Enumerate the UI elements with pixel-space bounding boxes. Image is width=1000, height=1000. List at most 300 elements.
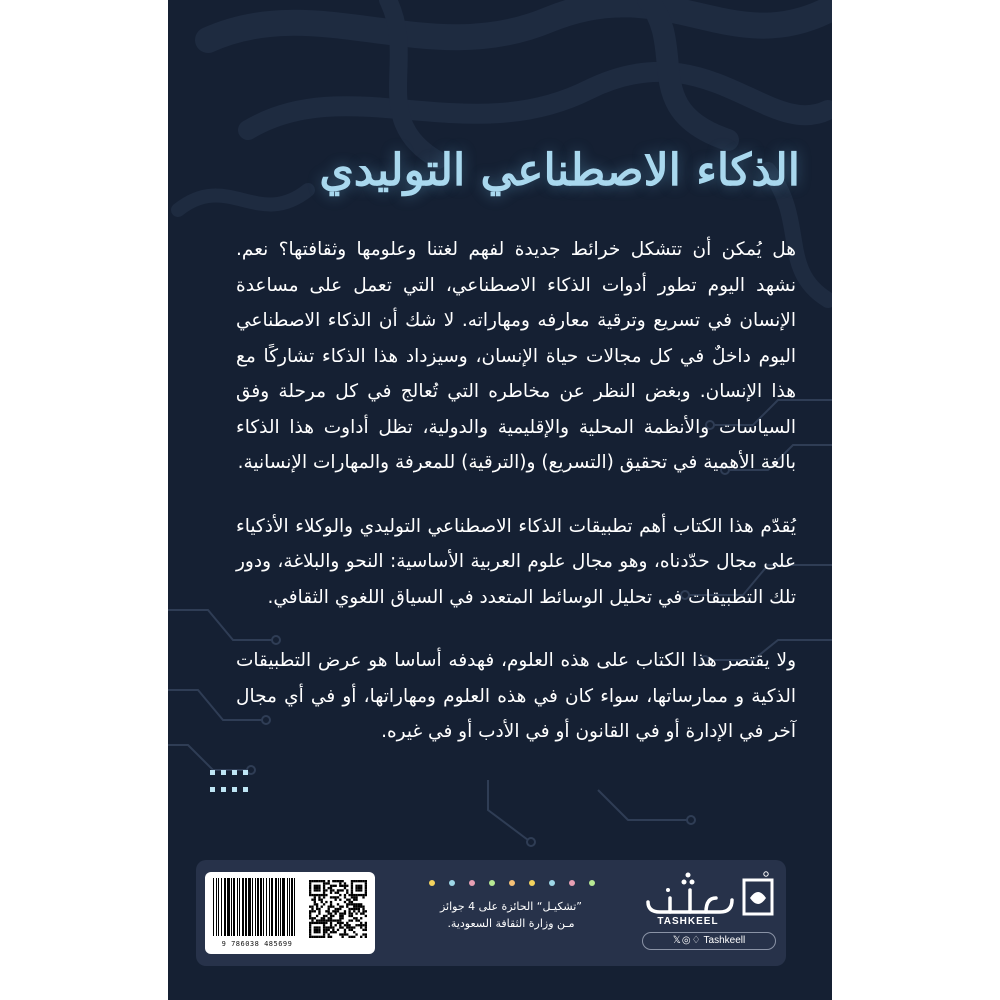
barcode-bar	[245, 878, 247, 936]
qr-module	[330, 922, 332, 924]
qr-module	[346, 899, 348, 901]
blurb-paragraph: هل يُمكن أن تتشكل خرائط جديدة لفهم لغتنا وعلومها وثقافتها؟ نعم. نشهد اليوم تطور أدوات الذكاء الاصطناعي، التي تعمل على مساعدة الإنسان في تسريع وترقية معارفه ومهاراته. لا شك أن الذكاء الاصطناعي اليوم داخلٌ في كل مجالات حياة الإنسان، وسيزداد هذا الذكاء تشاركًا مع هذا الإنسان. وبغض النظر عن مخاطره التي تُعالج في كل مرحلة وفق السياسات والأنظمة المحلية والإقليمية والدولية، تظل أداوت هذا الذكاء بالغة الأهمية في تحقيق (التسريع) و(الترقية) للمعرفة والمهارات الإنسانية.	[236, 239, 796, 473]
qr-module	[355, 917, 357, 919]
qr-module	[365, 926, 367, 928]
qr-module	[330, 887, 332, 889]
qr-module	[339, 880, 341, 882]
qr-module	[311, 908, 313, 910]
snapchat-icon[interactable]: ♢	[691, 935, 702, 946]
qr-module	[325, 910, 327, 912]
qr-module	[353, 896, 355, 898]
qr-module	[351, 915, 353, 917]
qr-module	[360, 885, 362, 887]
qr-module	[321, 919, 323, 921]
qr-module	[318, 899, 320, 901]
qr-module	[353, 936, 355, 938]
award-numeral-glyph	[569, 880, 575, 886]
qr-module	[351, 880, 353, 882]
qr-module	[365, 929, 367, 931]
logo-stroke	[706, 898, 716, 912]
qr-module	[323, 885, 325, 887]
qr-module	[309, 929, 311, 931]
qr-module	[360, 924, 362, 926]
qr-module	[337, 903, 339, 905]
qr-module	[351, 887, 353, 889]
qr-module	[323, 931, 325, 933]
qr-module	[348, 936, 350, 938]
award-numeral-glyph	[509, 880, 515, 886]
qr-module	[328, 919, 330, 921]
qr-module	[309, 892, 311, 894]
instagram-icon[interactable]: ◎	[681, 935, 692, 946]
social-icons	[673, 933, 702, 949]
qr-module	[309, 933, 311, 935]
award-line: مـن وزارة الثقافة السعودية.	[447, 917, 575, 930]
qr-module	[309, 915, 311, 917]
qr-module	[332, 910, 334, 912]
qr-module	[358, 906, 360, 908]
qr-module	[325, 926, 327, 928]
qr-module	[318, 910, 320, 912]
qr-module	[362, 924, 364, 926]
qr-module	[344, 910, 346, 912]
qr-module	[339, 922, 341, 924]
barcode-bar	[237, 878, 238, 936]
qr-module	[355, 887, 357, 889]
qr-module	[323, 924, 325, 926]
qr-module	[360, 894, 362, 896]
award-numerals	[424, 876, 600, 890]
qr-module	[353, 917, 355, 919]
qr-module	[323, 929, 325, 931]
qr-module	[335, 924, 337, 926]
qr-module	[339, 894, 341, 896]
qr-module	[332, 915, 334, 917]
qr-module	[353, 906, 355, 908]
qr-module	[346, 926, 348, 928]
qr-module	[337, 880, 339, 882]
qr-module	[348, 924, 350, 926]
qr-module	[344, 912, 346, 914]
qr-module	[365, 924, 367, 926]
qr-module	[323, 903, 325, 905]
qr-module	[318, 912, 320, 914]
qr-module	[360, 917, 362, 919]
qr-code[interactable]	[309, 880, 367, 938]
barcode-bar	[231, 878, 232, 936]
barcode-bar	[227, 878, 230, 936]
qr-module	[358, 910, 360, 912]
qr-module	[309, 882, 311, 884]
qr-module	[344, 933, 346, 935]
barcode-bar	[239, 878, 240, 936]
qr-module	[348, 915, 350, 917]
qr-module	[330, 931, 332, 933]
qr-module	[309, 912, 311, 914]
barcode-bar	[266, 878, 267, 936]
qr-module	[353, 926, 355, 928]
qr-module	[348, 901, 350, 903]
qr-module	[360, 936, 362, 938]
qr-module	[325, 931, 327, 933]
qr-module	[309, 887, 311, 889]
qr-module	[316, 908, 318, 910]
qr-module	[365, 936, 367, 938]
qr-module	[309, 924, 311, 926]
qr-module	[351, 926, 353, 928]
qr-module	[346, 922, 348, 924]
publisher-name-latin: TASHKEEL	[657, 916, 719, 927]
qr-module	[353, 903, 355, 905]
qr-module	[358, 919, 360, 921]
blurb	[236, 232, 796, 778]
qr-module	[325, 915, 327, 917]
barcode-bar	[216, 878, 217, 936]
qr-module	[335, 899, 337, 901]
award-line: ”تشكيـل“ الحائزة على 4 جوائز	[439, 900, 582, 913]
qr-module	[316, 880, 318, 882]
qr-module	[365, 922, 367, 924]
qr-module	[346, 892, 348, 894]
qr-module	[325, 889, 327, 891]
qr-module	[344, 924, 346, 926]
qr-module	[346, 885, 348, 887]
qr-module	[311, 936, 313, 938]
qr-module	[351, 885, 353, 887]
qr-module	[341, 912, 343, 914]
qr-module	[355, 885, 357, 887]
qr-module	[318, 887, 320, 889]
watermark-stroke	[248, 72, 828, 130]
qr-module	[316, 885, 318, 887]
barcode-bar	[252, 878, 253, 936]
qr-module	[309, 894, 311, 896]
qr-module	[323, 892, 325, 894]
qr-module	[314, 899, 316, 901]
qr-module	[323, 880, 325, 882]
barcode-bar	[291, 878, 293, 936]
qr-module	[344, 887, 346, 889]
qr-module	[353, 880, 355, 882]
qr-module	[355, 894, 357, 896]
qr-module	[355, 933, 357, 935]
circuit-node	[527, 838, 535, 846]
qr-module	[311, 894, 313, 896]
qr-module	[365, 882, 367, 884]
qr-module	[362, 910, 364, 912]
qr-module	[355, 912, 357, 914]
qr-module	[332, 926, 334, 928]
award-numeral-glyph	[529, 880, 535, 886]
qr-module	[365, 910, 367, 912]
logo-symbol-mark	[744, 872, 772, 914]
qr-module	[339, 889, 341, 891]
qr-module	[355, 899, 357, 901]
qr-module	[330, 915, 332, 917]
qr-module	[314, 901, 316, 903]
social-handle-pill[interactable]	[642, 932, 776, 950]
barcode-bar	[255, 878, 256, 936]
qr-module	[335, 892, 337, 894]
qr-module	[330, 892, 332, 894]
qr-module	[323, 915, 325, 917]
qr-module	[325, 894, 327, 896]
qr-module	[337, 929, 339, 931]
qr-module	[316, 889, 318, 891]
qr-module	[344, 896, 346, 898]
barcode-bar	[242, 878, 244, 936]
qr-module	[360, 880, 362, 882]
isbn-barcode	[211, 878, 297, 936]
qr-module	[323, 887, 325, 889]
qr-module	[311, 899, 313, 901]
qr-module	[325, 922, 327, 924]
qr-module	[362, 894, 364, 896]
qr-module	[321, 894, 323, 896]
qr-module	[339, 882, 341, 884]
qr-module	[355, 919, 357, 921]
barcode-bar	[233, 878, 235, 936]
qr-module	[337, 908, 339, 910]
qr-module	[344, 885, 346, 887]
qr-module	[341, 885, 343, 887]
qr-module	[323, 933, 325, 935]
qr-module	[328, 933, 330, 935]
qr-module	[351, 912, 353, 914]
qr-module	[365, 892, 367, 894]
qr-module	[314, 910, 316, 912]
qr-module	[316, 931, 318, 933]
award-numeral-glyph	[469, 880, 475, 886]
qr-module	[309, 885, 311, 887]
qr-module	[335, 919, 337, 921]
qr-module	[358, 880, 360, 882]
qr-module	[323, 922, 325, 924]
qr-module	[323, 882, 325, 884]
qr-module	[332, 929, 334, 931]
publisher-logo	[640, 868, 780, 958]
qr-module	[358, 887, 360, 889]
qr-module	[309, 917, 311, 919]
qr-module	[325, 929, 327, 931]
qr-module	[314, 885, 316, 887]
qr-module	[318, 894, 320, 896]
qr-module	[358, 924, 360, 926]
qr-module	[344, 901, 346, 903]
qr-module	[318, 908, 320, 910]
qr-module	[332, 885, 334, 887]
qr-module	[344, 894, 346, 896]
barcode-bar	[213, 878, 214, 936]
qr-module	[316, 919, 318, 921]
qr-module	[365, 915, 367, 917]
qr-module	[351, 901, 353, 903]
barcode-bar	[248, 878, 251, 936]
barcode-bar	[294, 878, 295, 936]
qr-module	[355, 896, 357, 898]
barcode-bar	[289, 878, 290, 936]
qr-module	[339, 915, 341, 917]
qr-module	[323, 936, 325, 938]
qr-module	[328, 908, 330, 910]
qr-module	[348, 919, 350, 921]
award-numeral-glyph	[489, 880, 495, 886]
qr-module	[316, 906, 318, 908]
qr-module	[335, 896, 337, 898]
qr-module	[355, 906, 357, 908]
qr-module	[337, 922, 339, 924]
qr-module	[328, 912, 330, 914]
qr-module	[309, 936, 311, 938]
qr-module	[341, 880, 343, 882]
qr-module	[328, 926, 330, 928]
qr-module	[355, 880, 357, 882]
award-statement	[396, 898, 626, 932]
qr-module	[358, 894, 360, 896]
barcode-bar	[278, 878, 279, 936]
qr-module	[339, 933, 341, 935]
qr-module	[314, 896, 316, 898]
x-icon[interactable]: 𝕏	[672, 935, 682, 946]
qr-module	[341, 889, 343, 891]
qr-module	[328, 887, 330, 889]
qr-module	[328, 917, 330, 919]
qr-module	[311, 919, 313, 921]
qr-module	[337, 896, 339, 898]
qr-module	[353, 894, 355, 896]
qr-module	[341, 915, 343, 917]
qr-module	[351, 936, 353, 938]
qr-module	[351, 929, 353, 931]
qr-module	[328, 882, 330, 884]
qr-module	[365, 885, 367, 887]
qr-module	[365, 894, 367, 896]
qr-module	[332, 896, 334, 898]
qr-module	[341, 906, 343, 908]
qr-module	[337, 889, 339, 891]
qr-module	[337, 910, 339, 912]
barcode-bar	[287, 878, 288, 936]
qr-module	[337, 919, 339, 921]
blurb-paragraph: يُقدّم هذا الكتاب أهم تطبيقات الذكاء الاصطناعي التوليدي والوكلاء الأذكياء على مجال حدّدناه، وهو مجال علوم العربية الأساسية: النحو والبلاغة، ودور تلك التطبيقات في تحليل الوسائط المتعدد في السياق اللغوي الثقافي.	[236, 515, 796, 608]
qr-module	[314, 926, 316, 928]
qr-module	[330, 926, 332, 928]
qr-module	[328, 910, 330, 912]
qr-module	[335, 910, 337, 912]
qr-module	[353, 899, 355, 901]
qr-module	[309, 880, 311, 882]
qr-module	[314, 929, 316, 931]
qr-module	[309, 910, 311, 912]
qr-module	[339, 885, 341, 887]
qr-module	[323, 889, 325, 891]
qr-module	[355, 908, 357, 910]
qr-module	[365, 889, 367, 891]
qr-module	[341, 926, 343, 928]
qr-module	[362, 933, 364, 935]
qr-module	[311, 917, 313, 919]
qr-module	[309, 889, 311, 891]
award-numeral-glyph	[429, 880, 435, 886]
qr-module	[346, 924, 348, 926]
qr-module	[365, 880, 367, 882]
qr-module	[351, 903, 353, 905]
qr-module	[351, 889, 353, 891]
qr-module	[314, 922, 316, 924]
qr-module	[316, 903, 318, 905]
qr-module	[323, 917, 325, 919]
qr-module	[332, 889, 334, 891]
qr-module	[309, 922, 311, 924]
qr-module	[321, 901, 323, 903]
qr-module	[362, 896, 364, 898]
social-handle: Tashkeell	[703, 935, 746, 946]
qr-module	[339, 912, 341, 914]
publisher-info-box	[196, 860, 786, 966]
qr-module	[341, 917, 343, 919]
tashkeel-logo-mark	[640, 868, 780, 922]
qr-module	[321, 880, 323, 882]
qr-module	[346, 889, 348, 891]
qr-module	[335, 931, 337, 933]
award-numeral-glyph	[449, 880, 455, 886]
award-numeral-glyph	[549, 880, 555, 886]
qr-module	[330, 919, 332, 921]
qr-module	[335, 880, 337, 882]
qr-module	[341, 922, 343, 924]
barcode-bar	[282, 878, 285, 936]
circuit-trace	[488, 780, 528, 840]
qr-module	[316, 926, 318, 928]
qr-module	[311, 880, 313, 882]
qr-module	[360, 912, 362, 914]
qr-module	[316, 929, 318, 931]
qr-module	[362, 880, 364, 882]
barcode-bar	[224, 878, 226, 936]
qr-module	[314, 880, 316, 882]
qr-module	[351, 894, 353, 896]
barcode-bar	[263, 878, 264, 936]
qr-module	[330, 912, 332, 914]
qr-module	[323, 894, 325, 896]
barcode-bar	[260, 878, 262, 936]
blurb-paragraph: ولا يقتصر هذا الكتاب على هذه العلوم، فهدفه أساسا هو عرض التطبيقات الذكية و ممارساتها، سواء كان في هذه العلوم ومهاراتها، أو في أي مجال آخر في الإدارة أو في القانون أو في الأدب أو في غيره.	[236, 650, 796, 742]
qr-module	[355, 889, 357, 891]
qr-module	[351, 892, 353, 894]
qr-module	[314, 894, 316, 896]
qr-module	[348, 912, 350, 914]
qr-module	[355, 903, 357, 905]
qr-module	[318, 889, 320, 891]
qr-module	[339, 926, 341, 928]
qr-module	[328, 906, 330, 908]
qr-module	[311, 922, 313, 924]
qr-module	[330, 889, 332, 891]
qr-module	[330, 903, 332, 905]
qr-module	[318, 922, 320, 924]
isbn-number: 9 786038 485699	[221, 940, 293, 948]
qr-module	[358, 908, 360, 910]
qr-module	[344, 931, 346, 933]
qr-module	[314, 889, 316, 891]
qr-module	[341, 936, 343, 938]
qr-module	[332, 906, 334, 908]
qr-module	[346, 933, 348, 935]
qr-module	[362, 908, 364, 910]
qr-module	[316, 894, 318, 896]
qr-module	[330, 906, 332, 908]
qr-module	[348, 899, 350, 901]
